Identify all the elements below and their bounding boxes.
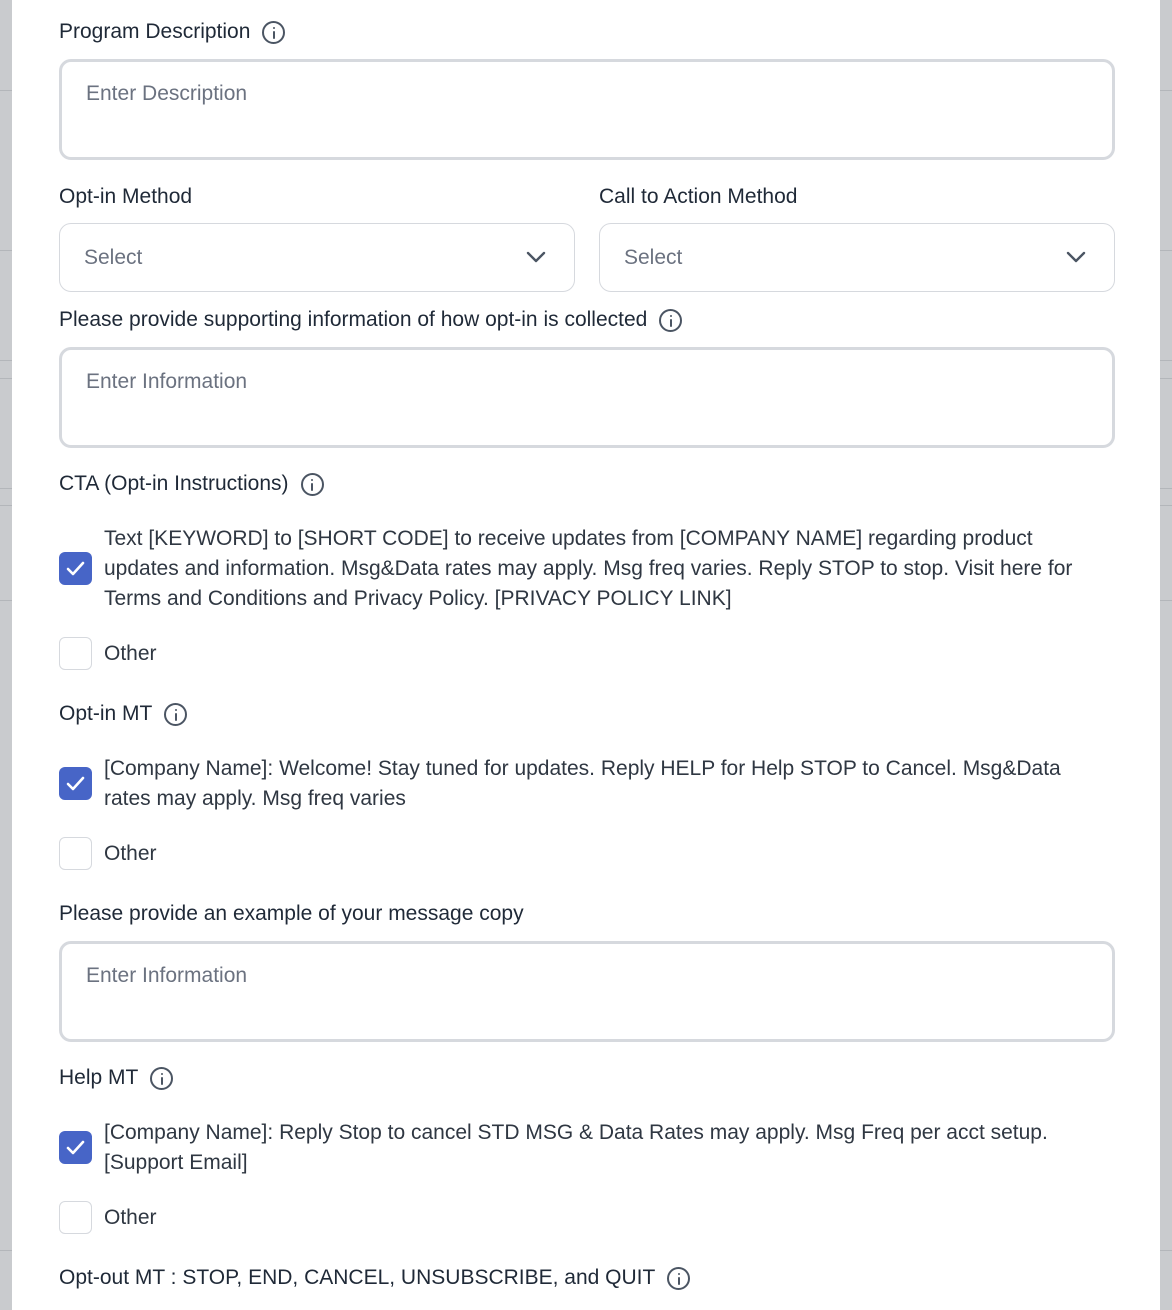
cta-method-label (599, 183, 797, 211)
info-icon[interactable] (150, 1067, 173, 1090)
program-description-input[interactable] (62, 62, 1112, 157)
program-description-field[interactable] (59, 59, 1115, 160)
help-mt-other-label: Other (104, 1206, 157, 1229)
help-mt-option-row[interactable] (59, 1117, 1119, 1179)
info-icon[interactable] (659, 309, 682, 332)
supporting-info-field[interactable] (59, 347, 1115, 448)
cta-option-checkbox[interactable] (59, 552, 92, 585)
info-icon[interactable] (301, 473, 324, 496)
chevron-down-icon (526, 250, 546, 264)
opt-in-mt-other-label: Other (104, 842, 157, 865)
opt-in-mt-label (59, 700, 187, 728)
opt-in-mt-option-text: [Company Name]: Welcome! Stay tuned for updates. Reply HELP for Help STOP to Cancel. Msg&Data rates may apply. Msg freq varies (104, 757, 1061, 810)
checkmark-icon (65, 774, 86, 793)
cta-other-checkbox[interactable] (59, 637, 92, 670)
checkmark-icon (65, 1138, 86, 1157)
opt-in-method-label-text: Opt-in Method (59, 185, 193, 208)
help-mt-label (59, 1064, 173, 1092)
message-copy-field[interactable] (59, 941, 1115, 1042)
opt-in-mt-label-text: Opt-in MT (59, 702, 153, 725)
cta-other-label: Other (104, 642, 157, 665)
opt-in-method-value: Select (84, 246, 143, 269)
chevron-down-icon (1066, 250, 1086, 264)
info-icon[interactable] (262, 21, 285, 44)
info-icon[interactable] (667, 1267, 690, 1290)
sms-program-form (12, 0, 1160, 1310)
checkmark-icon (65, 559, 86, 578)
opt-in-mt-other-checkbox[interactable] (59, 837, 92, 870)
cta-other-row[interactable] (59, 637, 1119, 671)
help-mt-label-text: Help MT (59, 1066, 139, 1089)
help-mt-other-checkbox[interactable] (59, 1201, 92, 1234)
program-description-label (59, 18, 285, 46)
cta-method-value: Select (624, 246, 683, 269)
help-mt-other-row[interactable] (59, 1201, 1119, 1235)
help-mt-option-text: [Company Name]: Reply Stop to cancel STD MSG & Data Rates may apply. Msg Freq per acct setup. [Support Email] (104, 1121, 1048, 1174)
opt-in-mt-option-row[interactable] (59, 753, 1119, 815)
cta-method-select[interactable] (599, 223, 1115, 292)
opt-in-mt-other-row[interactable] (59, 837, 1119, 871)
program-description-label-text: Program Description (59, 20, 251, 43)
opt-out-mt-label-text: Opt-out MT : STOP, END, CANCEL, UNSUBSCRIBE, and QUIT (59, 1266, 656, 1289)
supporting-info-label (59, 306, 682, 334)
opt-in-method-label (59, 183, 192, 211)
cta-label (59, 470, 324, 498)
cta-method-label-text: Call to Action Method (599, 185, 798, 208)
message-copy-label (59, 900, 524, 928)
help-mt-option-checkbox[interactable] (59, 1131, 92, 1164)
opt-in-method-select[interactable] (59, 223, 575, 292)
opt-out-mt-label (59, 1264, 690, 1292)
cta-option-text: Text [KEYWORD] to [SHORT CODE] to receive updates from [COMPANY NAME] regarding product updates and information. Msg&Data rates may apply. Msg freq varies. Reply STOP to stop. Visit here for Terms and Conditions and Privacy Policy. [PRIVACY POLICY LINK] (104, 527, 1073, 610)
opt-in-mt-option-checkbox[interactable] (59, 767, 92, 800)
supporting-info-label-text: Please provide supporting information of how opt-in is collected (59, 308, 648, 331)
supporting-info-input[interactable] (62, 350, 1112, 445)
info-icon[interactable] (164, 703, 187, 726)
message-copy-input[interactable] (62, 944, 1112, 1039)
message-copy-label-text: Please provide an example of your message copy (59, 902, 524, 925)
cta-option-row[interactable] (59, 523, 1119, 615)
cta-label-text: CTA (Opt-in Instructions) (59, 472, 289, 495)
